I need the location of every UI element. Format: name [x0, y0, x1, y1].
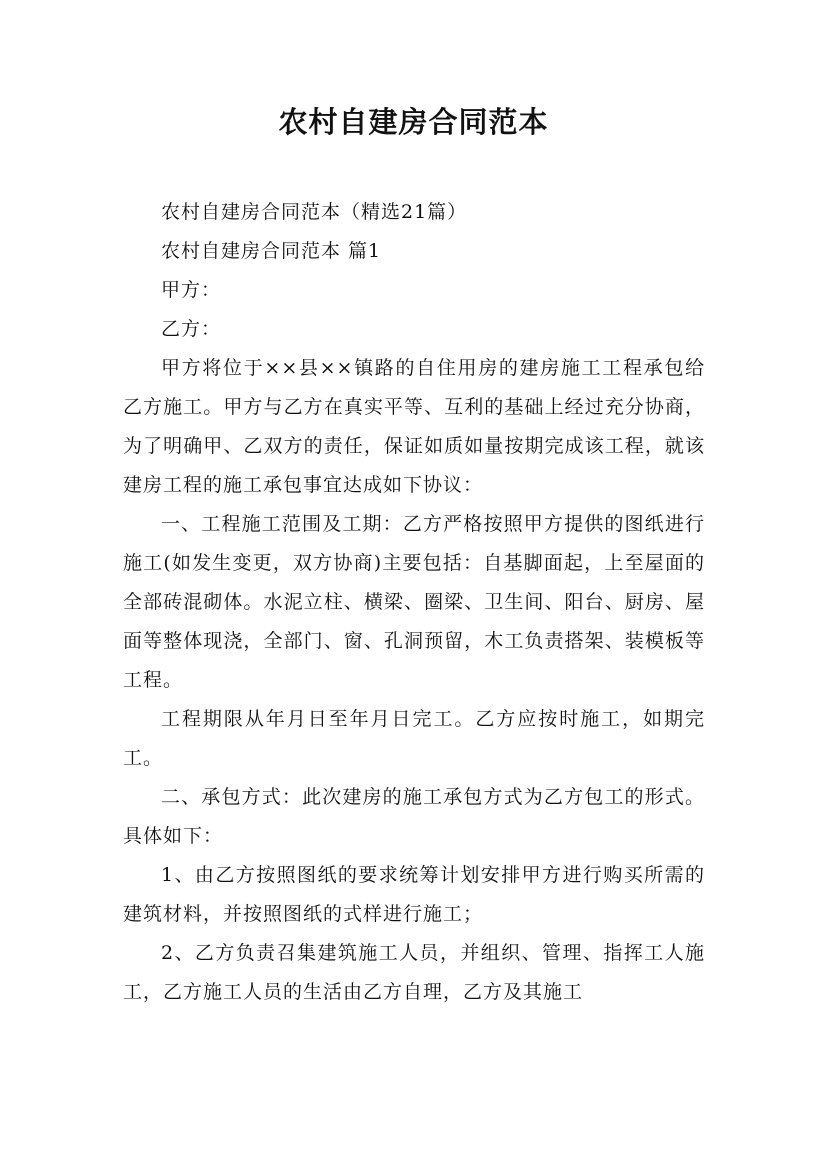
document-title: 农村自建房合同范本	[278, 105, 549, 139]
section-heading: 农村自建房合同范本 篇1	[161, 240, 382, 262]
party-a-line: 甲方：	[161, 279, 222, 301]
body-paragraph: 二、承包方式：此次建房的施工承包方式为乙方包工的形式。具体如下：	[123, 786, 705, 847]
subtitle-paragraph: 农村自建房合同范本（精选21篇）	[161, 201, 468, 223]
body-paragraph: 2、乙方负责召集建筑施工人员，并组织、管理、指挥工人施工，乙方施工人员的生活由乙方自理，乙方及其施工	[123, 942, 705, 1003]
body-paragraph: 甲方将位于××县××镇路的自住用房的建房施工工程承包给乙方施工。甲方与乙方在真实平等、互利的基础上经过充分协商，为了明确甲、乙双方的责任，保证如质如量按期完成该工程，就该建房工程的施工承包事宜达成如下协议：	[123, 357, 705, 496]
body-paragraph: 一、工程施工范围及工期：乙方严格按照甲方提供的图纸进行施工(如发生变更，双方协商)主要包括：自基脚面起，上至屋面的全部砖混砌体。水泥立柱、横梁、圈梁、卫生间、阳台、厨房、屋面等整体现浇，全部门、窗、孔洞预留，木工负责搭架、装模板等工程。	[123, 513, 705, 691]
document-body	[123, 193, 705, 1012]
body-paragraph: 工程期限从年月日至年月日完工。乙方应按时施工，如期完工。	[123, 708, 705, 769]
party-b-line: 乙方：	[161, 318, 222, 340]
body-paragraph: 1、由乙方按照图纸的要求统筹计划安排甲方进行购买所需的建筑材料，并按照图纸的式样进行施工；	[123, 864, 705, 925]
